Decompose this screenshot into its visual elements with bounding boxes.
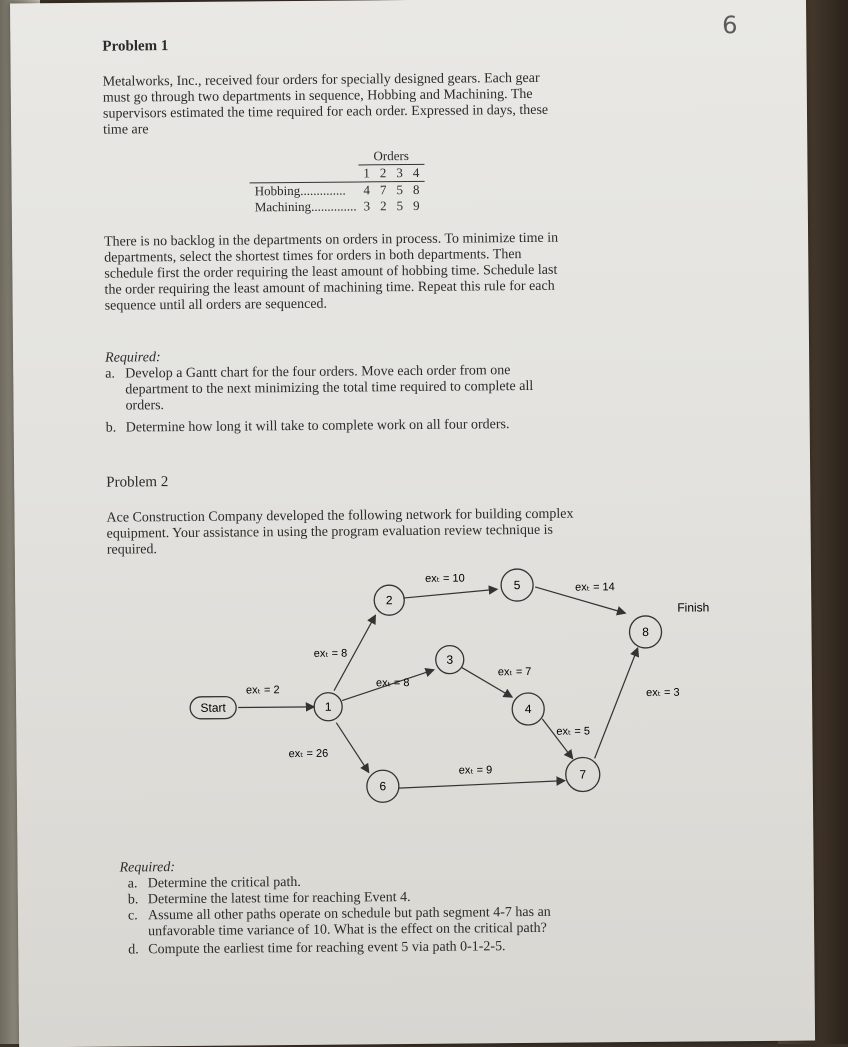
rule-line: schedule first the order requiring the least amount of hobbing time. Schedule last	[104, 262, 558, 282]
item-text: Develop a Gantt chart for the four orders. Move each order from one	[125, 363, 511, 382]
intro-line: required.	[106, 542, 158, 558]
item-label: b.	[105, 420, 117, 436]
item-label: c.	[127, 908, 138, 924]
problem2-item-a	[128, 875, 301, 893]
item-text: orders.	[125, 398, 165, 414]
node-label: 2	[385, 593, 393, 608]
table-cell: 8	[412, 181, 420, 197]
intro-line: must go through two departments in sequence, Hobbing and Machining. The	[102, 86, 533, 106]
table-cell: 5	[396, 198, 404, 214]
node-1	[314, 693, 342, 721]
problem1-required-label: Required:	[105, 350, 161, 366]
problem2-item-d	[128, 939, 505, 958]
problem1-intro	[103, 69, 724, 138]
node-label: 3	[446, 652, 454, 667]
edge-6-7	[399, 781, 565, 788]
item-label: b.	[127, 892, 139, 908]
row-label-hobbing: Hobbing..............	[254, 182, 346, 199]
edge-label: exₜ = 2	[245, 684, 280, 697]
rule-line: the order requiring the least amount of machining time. Repeat this rule for each	[104, 278, 555, 298]
finish-label: Finish	[677, 600, 710, 615]
node-5	[501, 569, 533, 601]
intro-line: equipment. Your assistance in using the program evaluation review technique is	[106, 522, 554, 542]
node-6	[367, 770, 399, 802]
item-text: Determine the critical path.	[147, 874, 301, 892]
edge-label: exₜ = 8	[313, 647, 348, 660]
edge-7-8	[594, 648, 639, 758]
problem1-title: Problem 1	[102, 38, 169, 55]
rule-line: There is no backlog in the departments on orders in process. To minimize time in	[104, 230, 559, 250]
order-number: 2	[375, 165, 392, 182]
node-4	[512, 693, 544, 725]
table-row	[250, 181, 425, 199]
problem2-intro	[106, 505, 726, 558]
node-label: 5	[513, 578, 521, 593]
edge-1-6	[336, 722, 368, 772]
node-start	[190, 697, 236, 719]
node-label: 8	[642, 624, 649, 639]
node-8	[629, 616, 661, 648]
node-label: 1	[324, 699, 332, 714]
item-text: department to the next minimizing the total time required to complete all	[125, 378, 534, 398]
problem2-item-c	[128, 905, 551, 941]
node-3	[436, 646, 464, 674]
orders-header: Orders	[358, 148, 424, 165]
intro-line: Ace Construction Company developed the following network for building complex	[106, 506, 574, 526]
problem1-item-b	[106, 417, 510, 437]
table-cell: 7	[379, 182, 387, 198]
node-2	[374, 585, 404, 615]
problem2-title: Problem 2	[106, 474, 169, 491]
worksheet-page	[10, 0, 815, 1047]
node-label: 6	[379, 779, 387, 794]
table-cell: 5	[396, 182, 404, 198]
intro-line: time are	[103, 122, 149, 138]
item-text: unfavorable time variance of 10. What is the effect on the critical path?	[148, 920, 547, 940]
table-row	[250, 198, 425, 216]
edge-label: exₜ = 9	[458, 764, 493, 777]
rule-line: departments, select the shortest times for orders in both departments. Then	[104, 247, 522, 266]
intro-line: Metalworks, Inc., received four orders for specially designed gears. Each gear	[102, 70, 540, 90]
table-cell: 3	[363, 198, 371, 214]
problem1-item-a	[105, 363, 533, 415]
table-cell: 4	[363, 182, 371, 198]
edge-label: exₜ = 5	[556, 725, 590, 738]
node-label: 7	[579, 767, 587, 782]
item-text: Determine how long it will take to complete work on all four orders.	[125, 417, 510, 436]
rule-line: sequence until all orders are sequenced.	[104, 296, 328, 314]
edge-2-5	[403, 589, 497, 598]
start-label: Start	[200, 700, 226, 715]
edge-label: exₜ = 3	[646, 686, 680, 699]
orders-table	[249, 148, 424, 216]
table-cell: 9	[413, 197, 420, 213]
table-cell: 2	[380, 198, 387, 214]
item-label: d.	[128, 942, 139, 958]
edge-label: exₜ = 8	[375, 677, 410, 690]
item-label: a.	[127, 876, 138, 892]
edge-label: exₜ = 14	[575, 581, 615, 594]
pert-network-diagram	[175, 557, 737, 812]
edge-label: exₜ = 7	[497, 665, 532, 679]
row-label-machining: Machining..............	[254, 198, 357, 215]
edge-start-1	[238, 707, 314, 708]
intro-line: supervisors estimated the time required for each order. Expressed in days, these	[102, 102, 549, 122]
problem1-rule-text	[104, 229, 725, 314]
item-text: Assume all other paths operate on schedule but path segment 4-7 has an	[147, 904, 551, 924]
node-label: 4	[524, 701, 532, 717]
item-label: a.	[105, 366, 116, 382]
order-number: 4	[408, 164, 425, 181]
item-text: Determine the latest time for reaching Event 4.	[147, 890, 411, 908]
edge-label: exₜ = 10	[424, 572, 465, 585]
item-text: Compute the earliest time for reaching event 5 via path 0-1-2-5.	[148, 939, 506, 958]
page-number: 6	[722, 11, 738, 40]
order-number: 3	[391, 165, 408, 182]
problem2-required-label: Required:	[119, 860, 176, 876]
edge-label: exₜ = 26	[288, 747, 329, 761]
order-number: 1	[358, 165, 375, 182]
node-7	[566, 757, 600, 791]
